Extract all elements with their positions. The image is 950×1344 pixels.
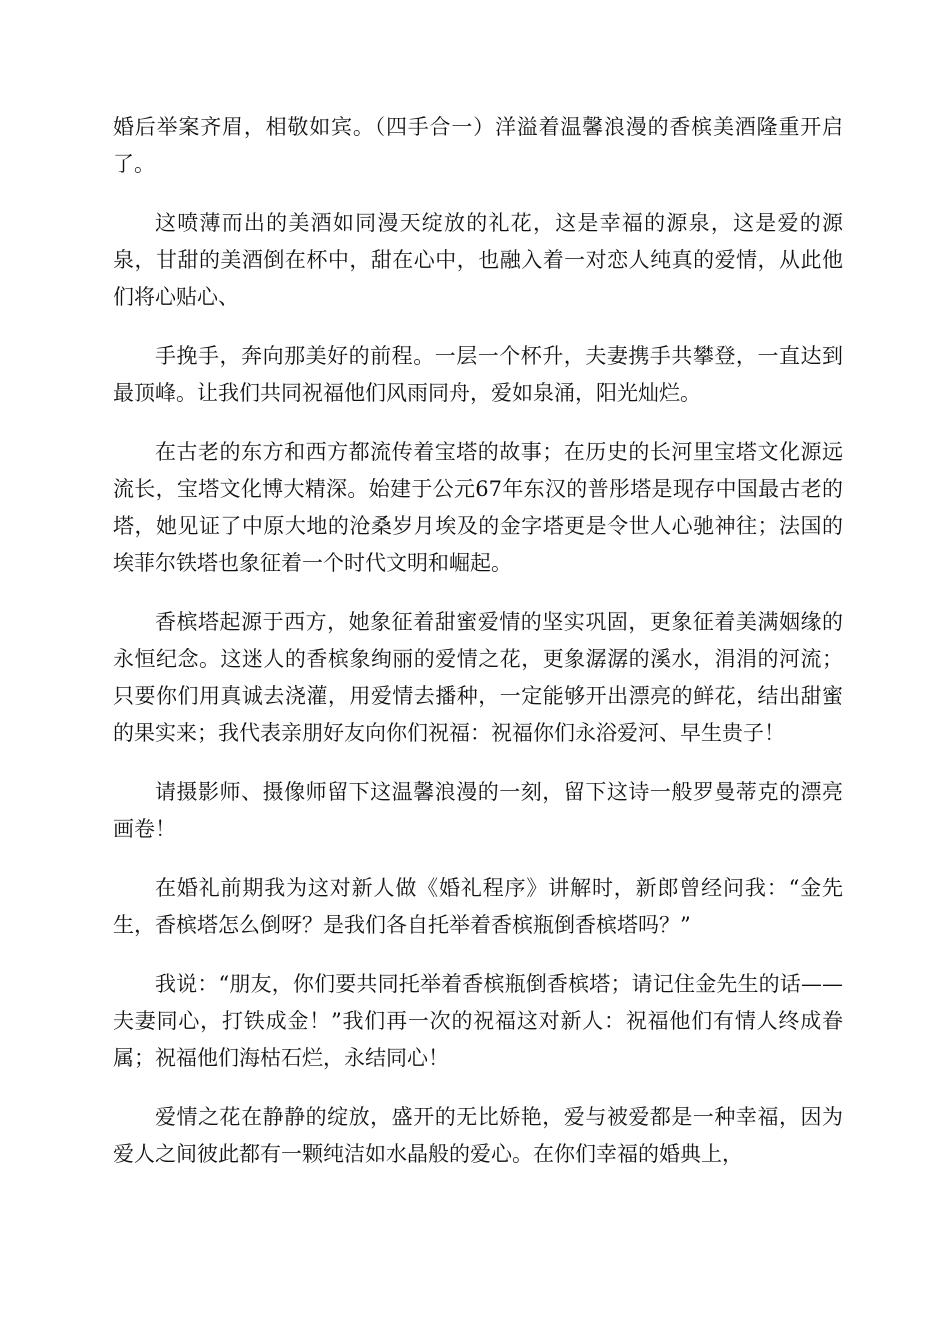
- paragraph-gap: [113, 183, 843, 205]
- paragraph-gap: [113, 944, 843, 966]
- paragraph-1: 婚后举案齐眉，相敬如宾。（四手合一）洋溢着温馨浪漫的香槟美酒隆重开启了。: [113, 115, 843, 176]
- paragraph-6: 请摄影师、摄像师留下这温馨浪漫的一刻，留下这诗一般罗曼蒂克的漂亮画卷！: [113, 780, 843, 841]
- paragraph-gap: [113, 752, 843, 774]
- paragraph-3: 手挽手，奔向那美好的前程。一层一个杯升，夫妻携手共攀登，一直达到最顶峰。让我们共同祝福他们风雨同舟，爱如泉涌，阳光灿烂。: [113, 344, 843, 405]
- paragraph-gap: [113, 582, 843, 604]
- paragraph-gap: [113, 1077, 843, 1099]
- paragraph-9: 爱情之花在静静的绽放，盛开的无比娇艳，爱与被爱都是一种幸福，因为爱人之间彼此都有一颗纯洁如水晶般的爱心。在你们幸福的婚典上，: [113, 1105, 843, 1166]
- paragraph-gap: [113, 412, 843, 434]
- document-body: [113, 109, 843, 1173]
- paragraph-2: 这喷薄而出的美酒如同漫天绽放的礼花，这是幸福的源泉，这是爱的源泉，甘甜的美酒倒在杯中，甜在心中，也融入着一对恋人纯真的爱情，从此他们将心贴心、: [113, 211, 843, 309]
- paragraph-gap: [113, 316, 843, 338]
- paragraph-7: 在婚礼前期我为这对新人做《婚礼程序》讲解时，新郎曾经问我：“金先生，香槟塔怎么倒呀？是我们各自托举着香槟瓶倒香槟塔吗？”: [113, 876, 843, 937]
- paragraph-5: 香槟塔起源于西方，她象征着甜蜜爱情的坚实巩固，更象征着美满姻缘的永恒纪念。这迷人的香槟象绚丽的爱情之花，更象潺潺的溪水，涓涓的河流；只要你们用真诚去浇灌，用爱情去播种，一定能够开出漂亮的鲜花，结出甜蜜的果实来；我代表亲朋好友向你们祝福：祝福你们永浴爱河、早生贵子！: [113, 610, 843, 745]
- paragraph-gap: [113, 848, 843, 870]
- paragraph-4: 在古老的东方和西方都流传着宝塔的故事；在历史的长河里宝塔文化源远流长，宝塔文化博大精深。始建于公元67年东汉的普彤塔是现存中国最古老的塔，她见证了中原大地的沧桑岁月埃及的金字塔更是令世人心驰神往；法国的埃菲尔铁塔也象征着一个时代文明和崛起。: [113, 440, 843, 575]
- paragraph-8: 我说：“朋友，你们要共同托举着香槟瓶倒香槟塔；请记住金先生的话——夫妻同心，打铁成金！”我们再一次的祝福这对新人：祝福他们有情人终成眷属；祝福他们海枯石烂，永结同心！: [113, 972, 843, 1070]
